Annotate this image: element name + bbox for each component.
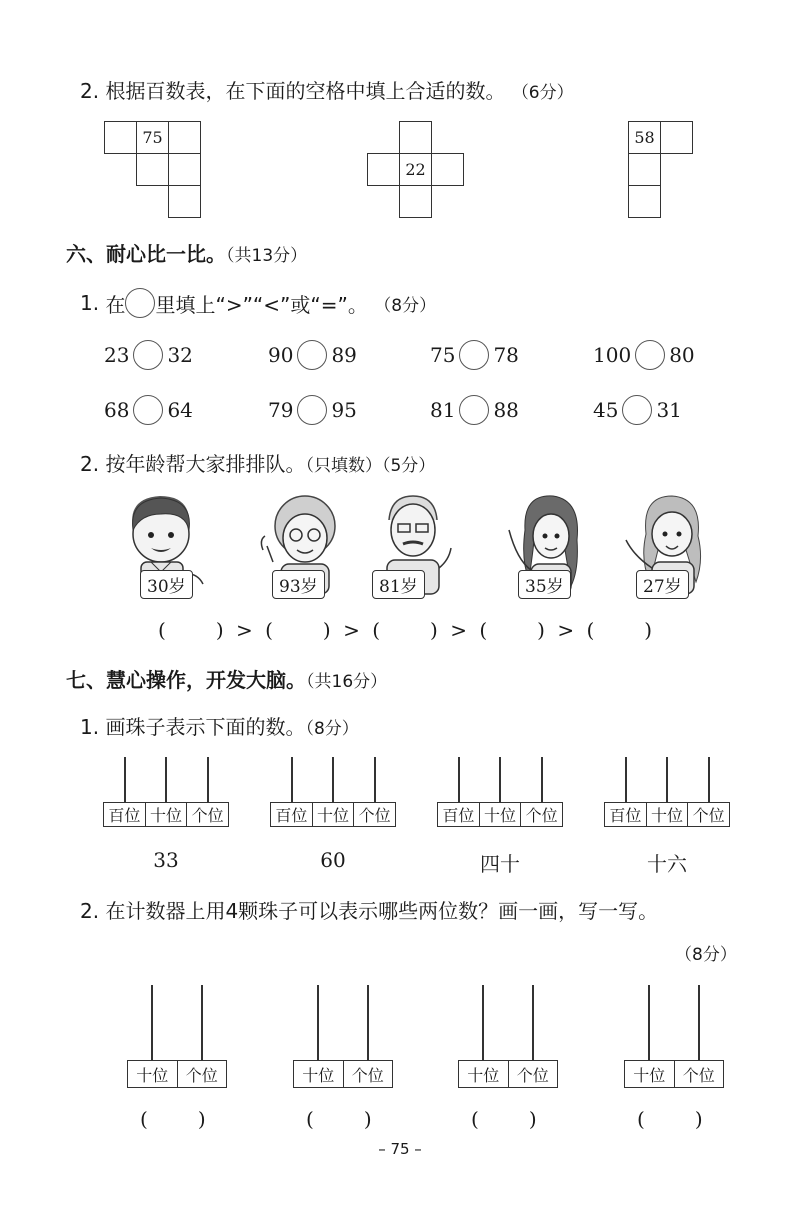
- grid-cell-given: 75: [136, 121, 169, 154]
- grid-cell-blank[interactable]: [628, 185, 661, 218]
- answer-circle[interactable]: [297, 340, 327, 370]
- answer-circle[interactable]: [459, 340, 489, 370]
- order-answer-row[interactable]: ( ) > ( ) > ( ) > ( ) > ( ): [158, 618, 653, 642]
- s6-q1-header: 1. 在 里填上“>”“<”或“=”。 （8分）: [80, 288, 436, 318]
- grid-cell-blank[interactable]: [431, 153, 464, 186]
- compare-item: 100 80: [593, 340, 695, 370]
- target-number: 四十: [480, 852, 520, 876]
- compare-item: 75 78: [430, 340, 519, 370]
- target-number: 60: [320, 848, 346, 872]
- section-7-title: 七、慧心操作，开发大脑。（共16分）: [66, 668, 388, 692]
- answer-blank[interactable]: ( ): [306, 1107, 372, 1131]
- s7-q2-header: 2. 在计数器上用4颗珠子可以表示哪些两位数？画一画，写一写。: [80, 899, 659, 923]
- answer-circle[interactable]: [297, 395, 327, 425]
- compare-item: 79 95: [268, 395, 357, 425]
- grid-cell-blank[interactable]: [367, 153, 400, 186]
- grid-cell-blank[interactable]: [399, 121, 432, 154]
- grid-cell-blank[interactable]: [168, 121, 201, 154]
- age-tag: 27岁: [636, 570, 689, 599]
- grid-cell-blank[interactable]: [628, 153, 661, 186]
- compare-item: 23 32: [104, 340, 193, 370]
- answer-blank[interactable]: ( ): [471, 1107, 537, 1131]
- grid-cell-blank[interactable]: [136, 153, 169, 186]
- answer-circle[interactable]: [459, 395, 489, 425]
- q2-top-header: 2. 根据百数表，在下面的空格中填上合适的数。 （6分）: [80, 79, 574, 103]
- age-tag: 93岁: [272, 570, 325, 599]
- answer-circle[interactable]: [622, 395, 652, 425]
- age-tag: 30岁: [140, 570, 193, 599]
- page-number: – 75 –: [378, 1140, 422, 1158]
- s7-q2-points: （8分）: [675, 945, 737, 965]
- compare-item: 81 88: [430, 395, 519, 425]
- grid-cell-blank[interactable]: [168, 185, 201, 218]
- compare-item: 90 89: [268, 340, 357, 370]
- answer-circle[interactable]: [635, 340, 665, 370]
- s6-q2-header: 2. 按年龄帮大家排排队。（只填数）（5分）: [80, 452, 436, 476]
- target-number: 33: [153, 848, 179, 872]
- grid-cell-given: 22: [399, 153, 432, 186]
- compare-circle-icon: [125, 288, 155, 318]
- compare-item: 45 31: [593, 395, 682, 425]
- grid-cell-given: 58: [628, 121, 661, 154]
- age-tag: 35岁: [518, 570, 571, 599]
- answer-circle[interactable]: [133, 340, 163, 370]
- compare-item: 68 64: [104, 395, 193, 425]
- grid-cell-blank[interactable]: [399, 185, 432, 218]
- grid-cell-blank[interactable]: [104, 121, 137, 154]
- grid-cell-blank[interactable]: [660, 121, 693, 154]
- answer-blank[interactable]: ( ): [637, 1107, 703, 1131]
- answer-blank[interactable]: ( ): [140, 1107, 206, 1131]
- section-6-title: 六、耐心比一比。（共13分）: [66, 242, 308, 266]
- grid-cell-blank[interactable]: [168, 153, 201, 186]
- s7-q1-header: 1. 画珠子表示下面的数。（8分）: [80, 715, 359, 739]
- age-tag: 81岁: [372, 570, 425, 599]
- target-number: 十六: [647, 852, 687, 876]
- answer-circle[interactable]: [133, 395, 163, 425]
